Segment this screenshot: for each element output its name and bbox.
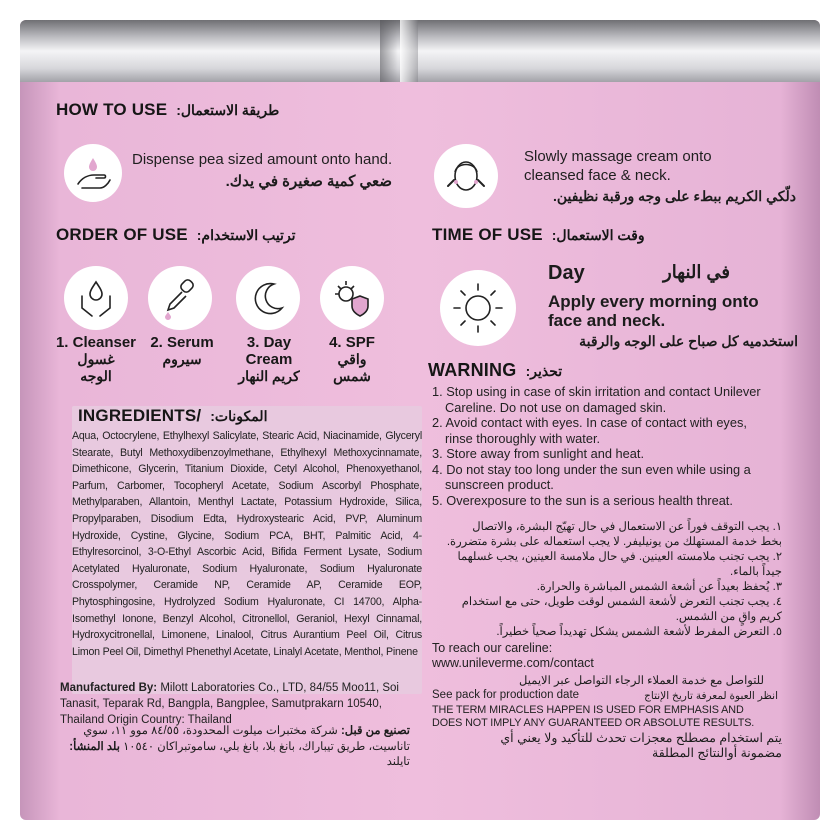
time-text-en-2: face and neck. — [548, 311, 666, 330]
lid-seam — [380, 20, 398, 82]
manufacturer-text-en: Milott Laboratories Co., LTD, 84/55 Moo11, Soi Tanasit, Teparak Rd, Bangpla, Bangplee, Samutprakarn 10540, Thailand Origin Country: Thailand — [60, 682, 399, 726]
lid-highlight — [400, 20, 418, 82]
hand-drop-icon — [64, 144, 122, 202]
warning-list-ar — [428, 520, 782, 640]
warning-item-2: 2. Avoid contact with eyes. In case of contact with eyes, rinse thoroughly with water. — [432, 415, 747, 446]
origin-label-ar: بلد المنشأ: — [69, 740, 120, 753]
manufacturer-ar — [60, 724, 410, 771]
hands-drop-icon — [64, 266, 128, 330]
how-step1-ar: ضعي كمية صغيرة في يدك. — [225, 173, 392, 190]
ingredients-heading: INGREDIENTS/ المكونات: — [78, 406, 268, 425]
how-to-use-heading: HOW TO USE طريقة الاستعمال: — [56, 100, 280, 119]
time-text-en — [548, 292, 759, 330]
day-label-ar: في النهار — [663, 262, 730, 282]
sun-icon — [440, 270, 516, 346]
warning-ar-line-6: ٤. يجب تجنب التعرض لأشعة الشمس لوقت طويل، حتى مع استخدام — [461, 596, 782, 608]
time-of-use-heading: TIME OF USE وقت الاستعمال: — [432, 225, 645, 244]
ingredients-list: Aqua, Octocrylene, Ethylhexyl Salicylate, Stearic Acid, Niacinamide, Glyceryl Stearate, Butyl Methoxydibenzoylmethane, Ethylhexyl Methoxycinnamate, Dimethicone, Glycerin, Titanium Dioxide, Cetyl Alcohol, Phenoxyethanol, Parfum, Carbomer, Tocopheryl Acetate, Sodium Ascorbyl Phosphate, Methylparaben, Allantoin, Menthyl Lactate, Potassium Hydroxide, Silica, Propylparaben, Disodium Edta, Hydroxystearic Acid, PVP, Aluminum Hydroxide, Cystine, Glycine, Sodium PCA, BHT, Palmitic Acid, 4-Ethylresorcinol, 3-O-Ethyl Ascorbic Acid, Bifida Ferment Lysate, Sodium Acetylated Hyaluronate, Sodium Hyaluronate, Sodium Hyaluronate Crosspolymer, Ceramide NP, Ceramide AP, Ceramide EOP, Phytosphingosine, Hydrolyzed Sodium Hyaluronate, CI 14700, Alpha-Isomethyl Ionone, Benzyl Alcohol, Citronellol, Geraniol, Hexyl Cinnamal, Hydroxycitronellal, Limonene, Linalool, Citrus Aurantium Peel Oil, Citrus Limon Peel Oil, Dimethyl Phenethyl Acetate, Linalyl Acetate, Menthol, Pinene — [72, 430, 422, 658]
warning-item-5: 5. Overexposure to the sun is a serious health threat. — [432, 492, 733, 508]
disclaimer-en — [432, 704, 802, 729]
order-item-4: 4. SPF واقي شمس — [329, 334, 375, 384]
how-step2-en-1: Slowly massage cream onto — [524, 148, 712, 165]
order-item-2: 2. Serum سيروم — [150, 334, 214, 367]
product-label-panel — [20, 20, 820, 820]
ingredients-box — [72, 406, 422, 694]
how-step1-en: Dispense pea sized amount onto hand. — [132, 151, 393, 168]
warning-list-en — [432, 384, 802, 508]
disclaimer-ar — [428, 731, 782, 761]
warning-ar-line-2: بخط خدمة المستهلك من يونيليفر. لا يجب استعماله على بشرة متضررة. — [446, 536, 782, 548]
warning-ar-line-8: ٥. التعرض المفرط لأشعة الشمس يشكل تهديداً صحياً خطيراً. — [496, 626, 782, 638]
manufacturer-en — [60, 680, 410, 728]
warning-item-3: 3. Store away from sunlight and heat. — [432, 446, 645, 461]
production-date-en: See pack for production date — [432, 689, 580, 701]
disclaimer-line-1: THE TERM MIRACLES HAPPEN IS USED FOR EMPHASIS AND — [432, 704, 744, 716]
disclaimer-ar-line-2: مضمونة أوالنتائج المطلقة — [652, 746, 782, 760]
warning-ar-line-4: جيداً بالماء. — [730, 566, 782, 578]
origin-ar: تايلند — [386, 756, 410, 768]
time-text-en-1: Apply every morning onto — [548, 292, 759, 311]
face-massage-icon — [434, 144, 498, 208]
careline-url[interactable]: www.unileverme.com/contact — [432, 656, 594, 670]
dropper-icon — [148, 266, 212, 330]
disclaimer-line-2: DOES NOT IMPLY ANY GUARANTEED OR ABSOLUTE RESULTS. — [432, 716, 755, 729]
warning-ar-line-3: ٢. يجب تجنب ملامسته العينين. في حال ملامسة العينين، يجب غسلهما — [457, 551, 782, 563]
moon-icon — [236, 266, 300, 330]
careline-ar: للتواصل مع خدمة العملاء الرجاء التواصل عبر الايميل — [519, 675, 764, 687]
warning-ar-line-7: كريم واقٍ من الشمس. — [675, 611, 782, 623]
warning-heading: WARNING تحذير: — [428, 360, 563, 380]
day-label-en: Day — [548, 262, 585, 284]
sun-shield-icon — [320, 266, 384, 330]
manufacturer-text-ar-2: طريق تيباراك، بانغ بلا، بانغ بلي، ساموتبراكان ١٠٥٤٠ — [123, 740, 366, 753]
order-item-1: 1. Cleanser غسول الوجه — [55, 334, 137, 384]
manufacturer-label-ar: تصنيع من قبل: — [340, 725, 410, 737]
warning-item-1: 1. Stop using in case of skin irritation and contact Unilever Careline. Do not use on damaged skin. — [432, 384, 761, 415]
warning-ar-line-1: ١. يجب التوقف فوراً عن الاستعمال في حال تهيّج البشرة، والاتصال — [472, 521, 782, 533]
warning-ar-line-5: ٣. يُحفظ بعيداً عن أشعة الشمس المباشرة والحرارة. — [536, 581, 782, 593]
production-date-ar: انظر العبوة لمعرفة تاريخ الإنتاج — [644, 690, 778, 702]
time-text-ar: استخدميه كل صباح على الوجه والرقبة — [579, 333, 798, 349]
manufacturer-label-en: Manufactured By: — [60, 682, 158, 694]
disclaimer-ar-line-1: يتم استخدام مصطلح معجزات تحدث للتأكيد ولا يعني أي — [500, 731, 782, 745]
order-item-3: 3. Day Cream كريم النهار — [238, 334, 300, 384]
warning-item-4: 4. Do not stay too long under the sun even while using a sunscreen product. — [432, 461, 751, 492]
careline-label: To reach our careline: — [432, 641, 553, 655]
how-step2-ar: دلّكي الكريم ببطء على وجه ورقبة نظيفين. — [552, 188, 796, 204]
jar-lid — [20, 20, 820, 82]
order-of-use-heading: ORDER OF USE ترتيب الاستخدام: — [56, 225, 296, 244]
manufacturer-text-ar-1: شركة مختبرات ميلوت المحدودة، ٨٤/٥٥ موو ١١، سوي تاناسيت، — [83, 725, 410, 753]
how-step2-en-2: cleansed face & neck. — [524, 167, 671, 184]
